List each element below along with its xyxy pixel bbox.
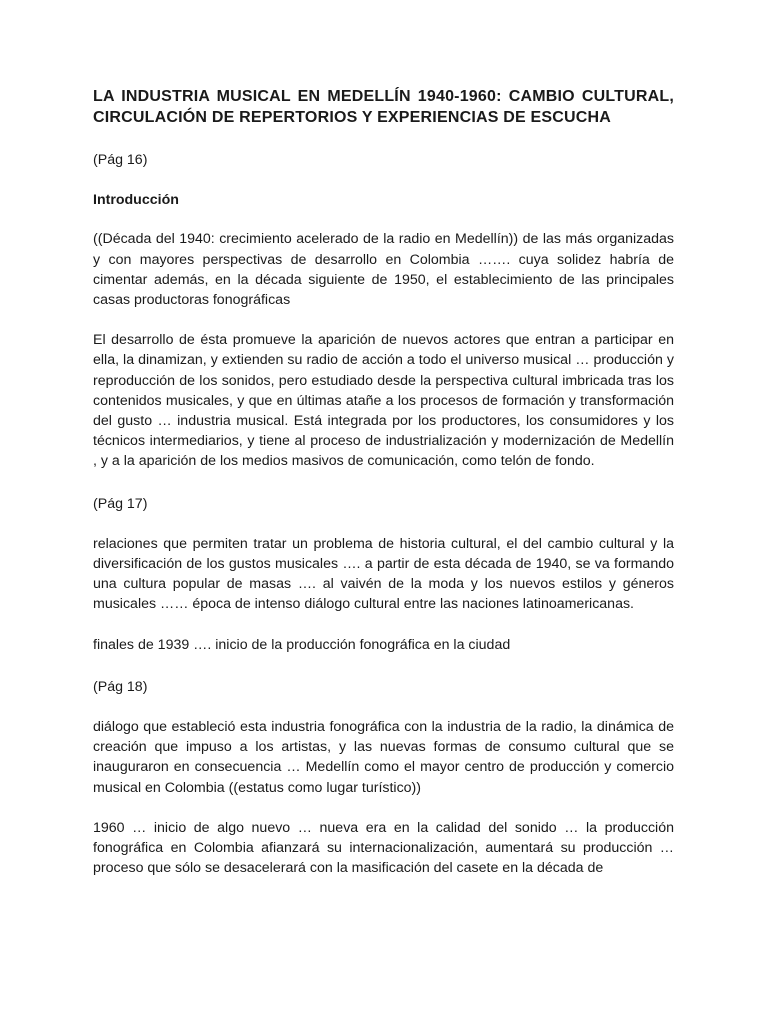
paragraph-3: relaciones que permiten tratar un problema de historia cultural, el del cambio cultural y la diversificación de los gustos musicales …. a partir de esta década de 1940, se va formando una cultura popular de masas …. al vaivén de la moda y los nuevos estilos y géneros musicales …… época de intenso diálogo cultural entre las naciones latinoamericanas.	[93, 535, 674, 613]
document-page	[93, 86, 674, 878]
paragraph-1: ((Década del 1940: crecimiento acelerado de la radio en Medellín)) de las más organizadas y con mayores perspectivas de desarrollo en Colombia ……. cuya solidez habría de cimentar además, en la década siguiente de 1950, el establecimiento de las principales casas productoras fonográficas	[93, 231, 674, 309]
paragraph-5: diálogo que estableció esta industria fonográfica con la industria de la radio, la dinámica de creación que impuso a los artistas, y las nuevas formas de consumo cultural que se inauguraron en consecuencia … Medellín como el mayor centro de producción y comercio musical en Colombia ((estatus como lugar turístico))	[93, 719, 674, 796]
document-title: LA INDUSTRIA MUSICAL EN MEDELLÍN 1940-1960: CAMBIO CULTURAL, CIRCULACIÓN DE REPERTORIOS Y EXPERIENCIAS DE ESCUCHA	[93, 88, 674, 126]
section-heading-introduccion: Introducción	[93, 192, 179, 209]
page-reference-16: (Pág 16)	[93, 152, 148, 168]
paragraph-2: El desarrollo de ésta promueve la aparición de nuevos actores que entran a participar en ella, la dinamizan, y extienden su radio de acción a todo el universo musical … producción y reproducción de los sonidos, pero estudiado desde la perspectiva cultural imbricada tras los contenidos musicales, y que en últimas atañe a los procesos de formación y transformación del gusto … industria musical. Está integrada por los productores, los consumidores y los técnicos intermediarios, y tiene al proceso de industrialización y modernización de Medellín , y a la aparición de los medios masivos de comunicación, como telón de fondo.	[93, 332, 674, 470]
page-reference-18: (Pág 18)	[93, 678, 148, 695]
paragraph-6: 1960 … inicio de algo nuevo … nueva era en la calidad del sonido … la producción fonográfica en Colombia afianzará su internacionalización, aumentará su producción … proceso que sólo se desacelerará con la masificación del casete en la década de	[93, 819, 674, 877]
page-reference-17: (Pág 17)	[93, 495, 148, 512]
paragraph-4: finales de 1939 …. inicio de la producción fonográfica en la ciudad	[93, 636, 511, 653]
